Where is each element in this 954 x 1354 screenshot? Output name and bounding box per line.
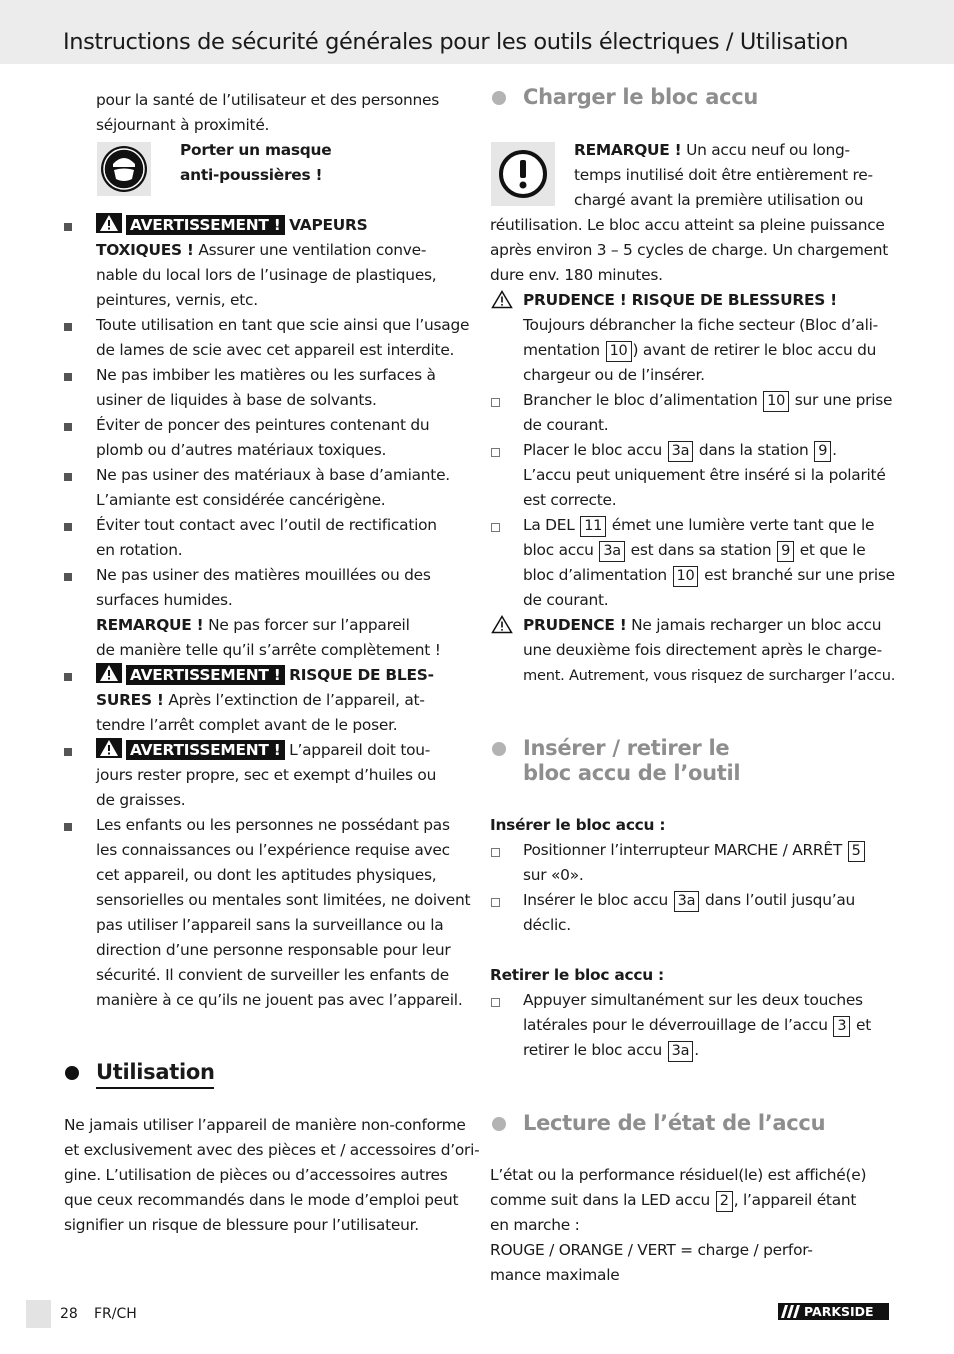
intro-line: séjournant à proximité. [96,116,270,134]
text-line: direction d’une personne responsable pour leur [96,941,451,959]
text-line: Appuyer simultanément sur les deux touches [523,991,863,1009]
text: est dans sa station [625,541,777,559]
text-line: signifier un risque de blessure pour l’utilisateur. [64,1216,419,1234]
page-title: Instructions de sécurité générales pour les outils électriques / Utilisation [63,29,849,55]
text-line: chargeur ou de l’insérer. [523,366,705,384]
subheading: Retirer le bloc accu : [490,966,664,984]
text: Positionner l’interrupteur MARCHE / ARRÊT [523,841,847,859]
text: dans l’outil jusqu’au [700,891,856,909]
page-header [0,0,954,64]
text-line: gine. L’utilisation de pièces ou d’accessoires autres [64,1166,448,1184]
bullet-square [64,223,72,231]
text-line: manière à ce qu’ils ne jouent pas avec l’appareil. [96,991,463,1009]
text: La DEL [523,516,580,534]
text-line: de courant. [523,591,609,609]
ref-number: 10 [606,341,632,362]
warning-line [96,738,430,763]
text-line: Éviter tout contact avec l’outil de rectification [96,516,437,534]
text-line [574,138,850,163]
text-line: sécurité. Il convient de surveiller les enfants de [96,966,449,984]
text-line [96,613,410,638]
text: bloc accu [523,541,599,559]
intro-line: pour la santé de l’utilisateur et des personnes [96,91,439,109]
text-line [96,238,426,263]
bullet-square [64,823,72,831]
footer-marker [26,1300,51,1328]
mask-instruction: anti-poussières ! [180,166,323,184]
caution-icon [491,615,513,638]
text-line: en rotation. [96,541,183,559]
text: émet une lumière verte tant que le [607,516,875,534]
section-bullet [492,1117,506,1131]
text-line: temps inutilisé doit être entièrement re- [574,166,873,184]
step-box [491,848,500,857]
ref-number: 11 [580,516,606,537]
ref-number: 2 [716,1191,733,1212]
text-line: réutilisation. Le bloc accu atteint sa pleine puissance [490,216,885,234]
text: Assurer une ventilation conve- [193,241,427,259]
dust-mask-icon [97,142,151,196]
text-line: une deuxième fois directement après le charge- [523,641,882,659]
brand-logo [778,1303,889,1320]
text: Ne pas forcer sur l’appareil [203,616,410,634]
text-line: déclic. [523,916,571,934]
warning-label: AVERTISSEMENT ! [126,215,285,235]
warning-heading: VAPEURS [289,216,368,234]
caution-label: PRUDENCE ! [523,616,627,634]
text-line [523,613,881,638]
text-line [523,438,837,463]
warning-line [96,663,434,688]
text-line: Les enfants ou les personnes ne possédant pas [96,816,450,834]
text: , l’appareil étant [733,1191,857,1209]
ref-number: 3a [674,891,700,912]
ref-number: 3a [668,441,694,462]
step-box [491,398,500,407]
text-line: de graisses. [96,791,186,809]
text-line: en marche : [490,1216,580,1234]
ref-number: 3a [668,1041,694,1062]
text-line: Ne pas usiner des matières mouillées ou des [96,566,431,584]
step-box [491,998,500,1007]
text-line: sensorielles ou mentales sont limitées, ne doivent [96,891,471,909]
bullet-square [64,323,72,331]
text: Brancher le bloc d’alimentation [523,391,763,409]
text-line [523,1038,699,1063]
text-line [523,888,855,913]
bullet-square [64,473,72,481]
text-line: cet appareil, ou dont les aptitudes physiques, [96,866,437,884]
step-box [491,898,500,907]
text-line: de lames de scie avec cet appareil est interdite. [96,341,455,359]
ref-number: 9 [814,441,831,462]
ref-number: 9 [777,541,794,562]
text-line: jours rester propre, sec et exempt d’huiles ou [96,766,437,784]
bullet-square [64,673,72,681]
text-line: Toute utilisation en tant que scie ainsi que l’usage [96,316,470,334]
section-bullet [65,1066,79,1080]
text-line [523,388,892,413]
text-line: peintures, vernis, etc. [96,291,258,309]
text-line: Ne jamais utiliser l’appareil de manière non-conforme [64,1116,466,1134]
text-line: nable du local lors de l’usinage de plastiques, [96,266,437,284]
text-line: après environ 3 – 5 cycles de charge. Un chargement [490,241,889,259]
text-line: pas utiliser l’appareil sans la surveillance ou la [96,916,444,934]
text: . [832,441,837,459]
step-box [491,523,500,532]
text: Après l’extinction de l’appareil, at- [163,691,425,709]
text-line: ment. Autrement, vous risquez de surcharger l’accu. [523,667,896,684]
language-code: FR/CH [94,1306,137,1322]
warning-icon [96,663,122,683]
page-number: 28 [60,1306,78,1322]
text: retirer le bloc accu [523,1041,667,1059]
text-line: Éviter de poncer des peintures contenant du [96,416,430,434]
section-title-insert: bloc accu de l’outil [523,761,741,785]
warning-line [96,213,367,238]
text-line: de manière telle qu’il s’arrête complètement ! [96,641,441,659]
bold-text: SURES ! [96,691,164,709]
text-line: chargé avant la première utilisation ou [574,191,864,209]
subheading: Insérer le bloc accu : [490,816,666,834]
warning-label: AVERTISSEMENT ! [126,740,285,760]
section-underline [96,1087,214,1089]
text: Un accu neuf ou long- [681,141,850,159]
warning-label: AVERTISSEMENT ! [126,665,285,685]
warning-icon [96,738,122,758]
text-line: est correcte. [523,491,617,509]
ref-number: 10 [763,391,789,412]
warning-heading: RISQUE DE BLES- [289,666,434,684]
text: Insérer le bloc accu [523,891,673,909]
text-line: L’état ou la performance résiduel(le) est affiché(e) [490,1166,867,1184]
section-bullet [492,91,506,105]
section-title-state: Lecture de l’état de l’accu [523,1111,826,1135]
text-line: Toujours débrancher la fiche secteur (Bloc d’ali- [523,316,878,334]
step-box [491,448,500,457]
text-line: Ne pas usiner des matériaux à base d’amiante. [96,466,450,484]
text-line [523,338,876,363]
text-line: L’accu peut uniquement être inséré si la polarité [523,466,886,484]
text-line [96,688,425,713]
bullet-square [64,523,72,531]
text: mentation [523,341,605,359]
text: et [851,1016,872,1034]
mask-instruction: Porter un masque [180,141,332,159]
text-line: plomb ou d’autres matériaux toxiques. [96,441,387,459]
ref-number: 5 [848,841,865,862]
text: . [694,1041,699,1059]
section-title-charge: Charger le bloc accu [523,85,759,109]
bold-text: TOXIQUES ! [96,241,194,259]
text-line [490,1188,856,1213]
text-line: que ceux recommandés dans le mode d’emploi peut [64,1191,459,1209]
bullet-square [64,748,72,756]
caution-heading: PRUDENCE ! RISQUE DE BLESSURES ! [523,291,837,309]
bullet-square [64,373,72,381]
note-label: REMARQUE ! [96,616,204,634]
text-line: sur «0». [523,866,584,884]
bullet-square [64,423,72,431]
text-line: de courant. [523,416,609,434]
text: sur une prise [790,391,893,409]
section-title-utilisation: Utilisation [96,1060,215,1084]
text-line [523,838,866,863]
note-label: REMARQUE ! [574,141,682,159]
text: est branché sur une prise [699,566,895,584]
warning-icon [96,213,122,233]
text: Placer le bloc accu [523,441,667,459]
text-line: ROUGE / ORANGE / VERT = charge / perfor- [490,1241,813,1259]
text: Ne jamais recharger un bloc accu [626,616,882,634]
text-line: L’amiante est considérée cancérigène. [96,491,386,509]
caution-icon [491,290,513,313]
exclamation-icon [491,142,555,206]
text-line: tendre l’arrêt complet avant de le poser. [96,716,398,734]
text: bloc d’alimentation [523,566,672,584]
text-line [523,538,865,563]
text-line [523,1013,871,1038]
text: et que le [795,541,866,559]
text-line [523,563,895,588]
text-line: Ne pas imbiber les matières ou les surfaces à [96,366,436,384]
text-line: les connaissances ou l’expérience requise avec [96,841,450,859]
bullet-square [64,573,72,581]
text-line [523,513,874,538]
section-bullet [492,742,506,756]
text-line: et exclusivement avec des pièces et / accessoires d’ori- [64,1141,480,1159]
text: L’appareil doit tou- [284,741,431,759]
text: latérales pour le déverrouillage de l’accu [523,1016,833,1034]
text: dans la station [694,441,814,459]
brand-name: PARKSIDE [804,1304,874,1319]
text: comme suit dans la LED accu [490,1191,715,1209]
ref-number: 3 [833,1016,850,1037]
text-line: usiner de liquides à base de solvants. [96,391,377,409]
section-title-insert: Insérer / retirer le [523,736,730,760]
ref-number: 10 [673,566,699,587]
text-line: mance maximale [490,1266,620,1284]
text: ) avant de retirer le bloc accu du [632,341,877,359]
text-line: surfaces humides. [96,591,233,609]
ref-number: 3a [599,541,625,562]
text-line: dure env. 180 minutes. [490,266,663,284]
logo-stripes-icon [781,1303,803,1324]
